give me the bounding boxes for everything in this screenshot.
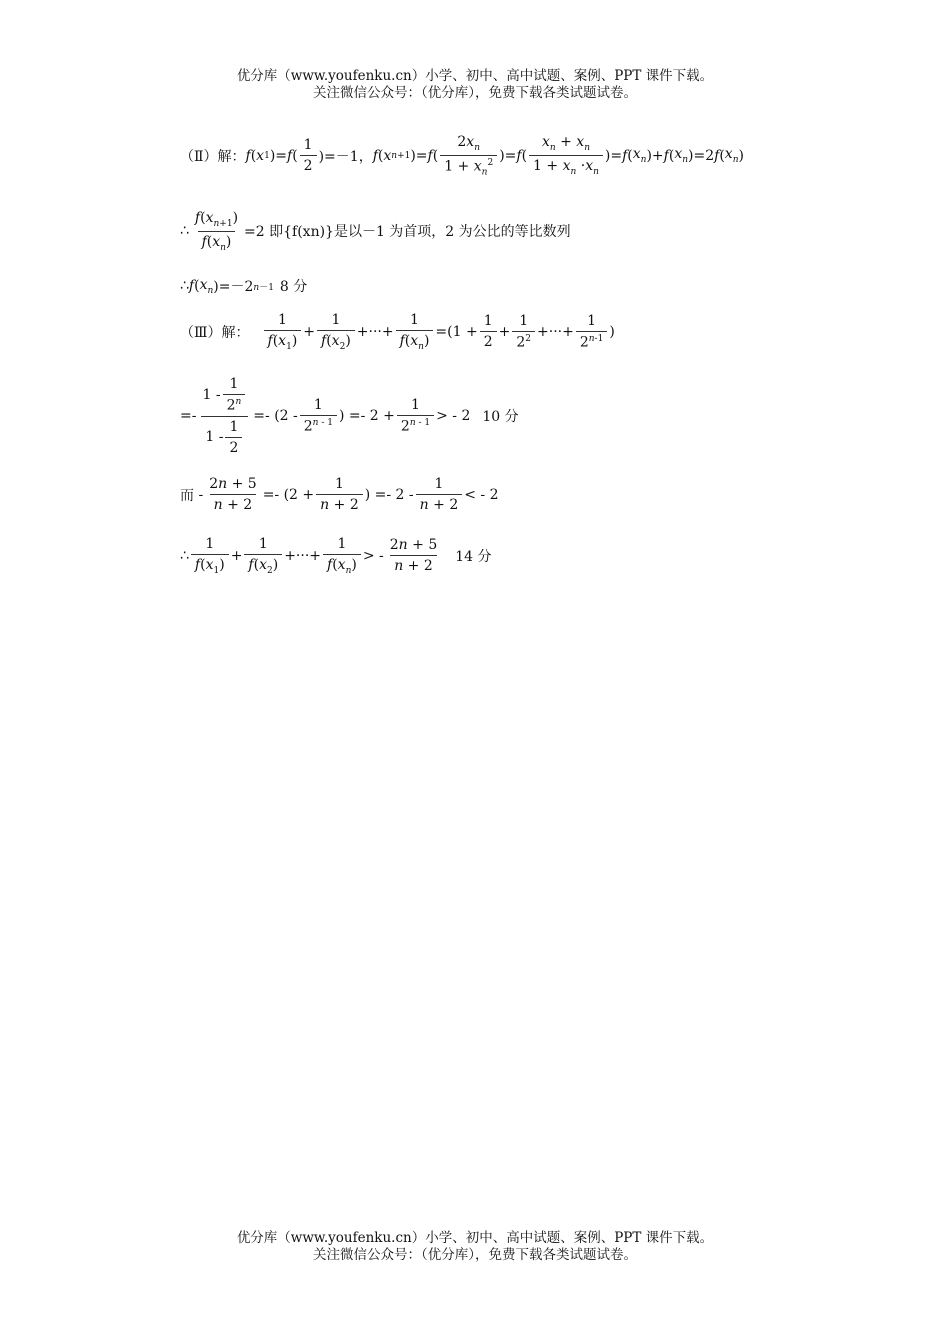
- header-line-1: 优分库（www.youfenku.cn）小学、初中、高中试题、案例、PPT 课件下载。: [236, 68, 714, 84]
- footer-line-1: 优分库（www.youfenku.cn）小学、初中、高中试题、案例、PPT 课件下载。: [236, 1230, 714, 1246]
- fraction-geometric-sum: 1 - $\frac{1}{2^n}$ 1 - $\frac{1}{2}$: [198, 376, 251, 456]
- part2-conclusion: =2 即{f(xn)}是以－1 为首项，2 为公比的等比数列: [244, 224, 571, 241]
- page-footer: [0, 1230, 950, 1264]
- fraction-xn-sum: $\frac{x_n + x_n}{1 + x_n \cdot x_n}$: [529, 134, 603, 177]
- fraction-2xn: $\frac{2x_n}{1 + x_n^2}$: [440, 134, 497, 177]
- page-header: [0, 68, 950, 102]
- part3-er: 而: [180, 487, 194, 504]
- fraction-half: $\frac{1}{2}$: [300, 137, 317, 174]
- header-line-2: 关注微信公众号：（优分库），免费下载各类试题试卷。: [313, 85, 637, 101]
- part2-label: （Ⅱ）解：: [180, 148, 246, 165]
- part3-line-4: ∴ $\frac{1}{f(x_1)}$ + $\frac{1}{f(x_2)}$ +···+ $\frac{1}{f(x_n)}$ > - $\frac{2n + 5}{n + 2}$ 14 分: [180, 536, 492, 576]
- part2-score: 8 分: [279, 279, 308, 295]
- part2-line-3: ∴ f ( $x_n$ )=－2 n－1 8 分: [180, 276, 308, 296]
- part2-line-1: （Ⅱ）解： f ( x 1 )= f ( $\frac{1}{2}$ )=－1， f ( x n+1 )= f ( $\frac{2x_n}{1 + x_n^2}$ )= f ( $\frac{x_n + x_n}{1 + x_n \cdot x_n}$ )= f ( $x_n$ )+ f ( $x_n$ )=2 f ( $x_n$ ): [180, 134, 744, 178]
- fraction-ratio: $\frac{f(x_{n+1})}{f(x_n)}$: [194, 210, 239, 253]
- part3-line-3: 而 - $\frac{2n + 5}{n + 2}$ =- (2 + $\frac{1}{n + 2}$ ) =- 2 - $\frac{1}{n + 2}$ < - 2: [180, 476, 499, 513]
- part3-score-2: 14 分: [455, 548, 492, 565]
- footer-line-2: 关注微信公众号：（优分库），免费下载各类试题试卷。: [313, 1247, 637, 1263]
- part3-label: （Ⅲ）解：: [180, 324, 250, 341]
- part3-line-2: =- 1 - $\frac{1}{2^n}$ 1 - $\frac{1}{2}$ =- (2 - $\frac{1}{2^{n - 1}}$ ) =- 2 + $\frac{1}{2^{n - 1}}$ > - 2 10 分: [180, 376, 519, 456]
- part3-score-1: 10 分: [482, 408, 519, 425]
- part3-line-1: （Ⅲ）解： $\frac{1}{f(x_1)}$ + $\frac{1}{f(x_2)}$ +···+ $\frac{1}{f(x_n)}$ =(1 + $\frac{1}{2}$ + $\frac{1}{2^2}$ +···+ $\frac{1}{2^{n-1}}$ ): [180, 312, 615, 352]
- part2-line-2: ∴ $\frac{f(x_{n+1})}{f(x_n)}$ =2 即{f(xn)}是以－1 为首项，2 为公比的等比数列: [180, 210, 571, 253]
